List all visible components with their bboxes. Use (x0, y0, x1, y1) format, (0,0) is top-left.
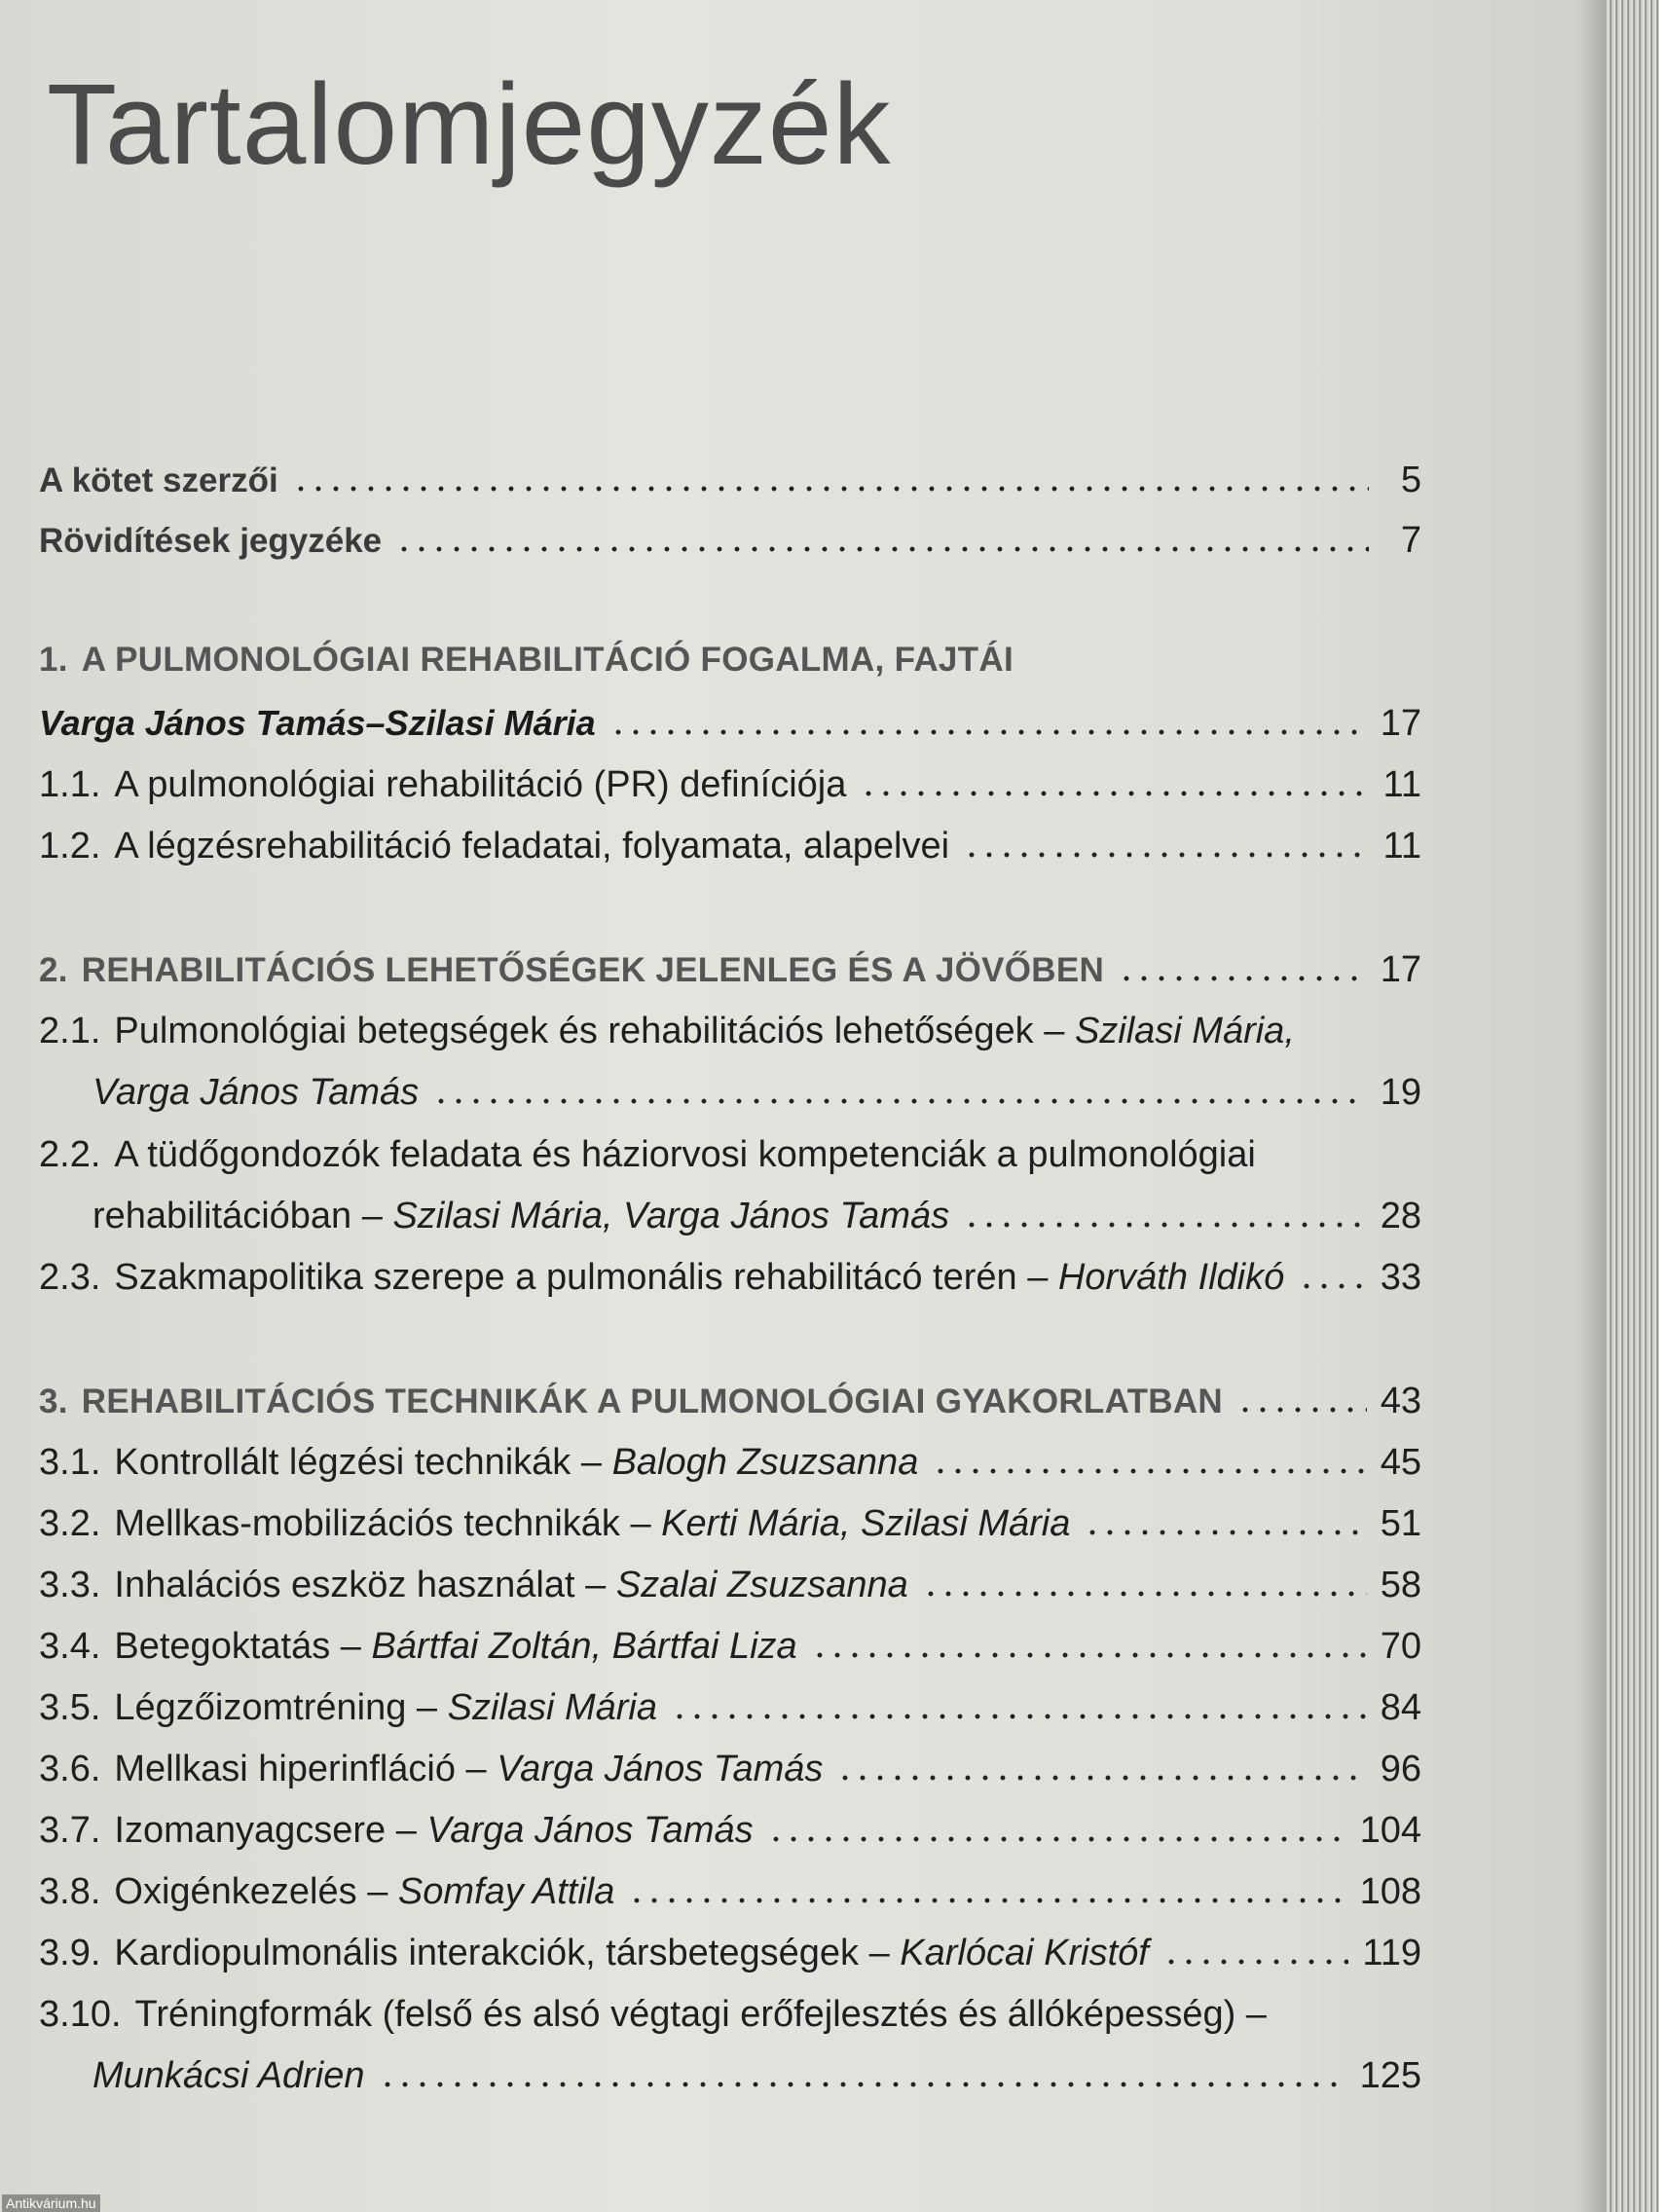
entry-title: A tüdőgondozók feladata és háziorvosi kompetenciák a pulmonológiai (114, 1134, 1256, 1175)
page-number: 19 (1380, 1072, 1421, 1113)
entry-title: Pulmonológiai betegségek és rehabilitációs lehetőségek – (114, 1011, 1065, 1051)
leader-dots (379, 2082, 1346, 2087)
chapter-title: A PULMONOLÓGIAI REHABILITÁCIÓ FOGALMA, FAJTÁI (81, 641, 1014, 679)
section-number: 3.1. (39, 1442, 101, 1483)
leader-dots (963, 1222, 1367, 1228)
entry-title: Szakmapolitika szerepe a pulmonális rehabilitácó terén – (114, 1257, 1049, 1298)
page-number: 45 (1380, 1442, 1421, 1483)
leader-dots (963, 852, 1369, 858)
leader-dots (432, 1098, 1367, 1104)
page-title: Tartalomjegyzék (47, 60, 892, 189)
toc-entry-continuation (39, 1072, 1421, 1114)
entry-title: Oxigénkezelés – (114, 1871, 388, 1912)
page-number: 58 (1380, 1565, 1421, 1605)
section-number: 3.10. (39, 1994, 122, 2035)
entry-author: Varga János Tamás–Szilasi Mária (39, 703, 596, 743)
page-number: 51 (1380, 1503, 1421, 1544)
leader-dots (860, 791, 1369, 796)
entry-author: Bártfai Zoltán, Bártfai Liza (371, 1626, 797, 1667)
leader-dots (671, 1714, 1367, 1719)
page-number: 17 (1380, 949, 1421, 990)
toc-entry (39, 1442, 1421, 1484)
leader-dots (811, 1652, 1367, 1658)
entry-author: Varga János Tamás (497, 1749, 824, 1789)
page-number: 11 (1382, 764, 1421, 805)
section-number: 2.1. (39, 1011, 101, 1051)
chapter-title: REHABILITÁCIÓS LEHETŐSÉGEK JELENLEG ÉS A JÖVŐBEN (81, 951, 1105, 989)
chapter-title: REHABILITÁCIÓS TECHNIKÁK A PULMONOLÓGIAI GYAKORLATBAN (81, 1382, 1223, 1420)
page-number: 119 (1362, 1933, 1421, 1973)
entry-author: Varga János Tamás (426, 1810, 754, 1851)
page-number: 28 (1380, 1196, 1421, 1236)
toc-entry (39, 1749, 1421, 1790)
toc-entry (39, 1503, 1421, 1545)
page-gutter-shadow (1577, 0, 1606, 2212)
toc-entry (39, 1994, 1421, 2036)
toc-chapter-heading (39, 641, 1421, 680)
page-number: 7 (1400, 520, 1421, 561)
entry-author: Karlócai Kristóf (900, 1933, 1149, 1973)
leader-dots (1298, 1283, 1366, 1289)
toc-entry (39, 703, 1421, 745)
entry-title: Mellkas-mobilizációs technikák – (114, 1503, 651, 1544)
section-number: 3.6. (39, 1749, 101, 1789)
entry-author: Kerti Mária, Szilasi Mária (661, 1503, 1071, 1544)
entry-author: Munkácsi Adrien (92, 2055, 365, 2096)
entry-title: Kardiopulmonális interakciók, társbetegségek – (114, 1933, 890, 1973)
toc-entry (39, 1257, 1421, 1299)
section-number: 2.2. (39, 1134, 101, 1175)
toc-chapter-heading (39, 949, 1421, 991)
section-number: 3.5. (39, 1687, 101, 1728)
entry-title: Tréningformák (felső és alsó végtagi erőfejlesztés és állóképesség) – (134, 1994, 1267, 2035)
entry-author: Szilasi Mária, Varga János Tamás (392, 1196, 950, 1236)
page-number: 96 (1380, 1749, 1421, 1789)
entry-author: Somfay Attila (397, 1871, 615, 1912)
entry-author: Szalai Zsuzsanna (615, 1565, 908, 1605)
leader-dots (932, 1468, 1366, 1474)
page-number: 125 (1359, 2055, 1421, 2096)
toc-entry-continuation (39, 2055, 1421, 2097)
leader-dots (628, 1898, 1346, 1903)
section-number: 1.1. (39, 764, 101, 805)
toc-entry (39, 1134, 1421, 1176)
page-number: 33 (1380, 1257, 1421, 1298)
leader-dots (767, 1836, 1346, 1842)
leader-dots (836, 1775, 1366, 1781)
page-number: 11 (1382, 826, 1421, 866)
toc-chapter-heading (39, 1381, 1421, 1422)
entry-author: Varga János Tamás (92, 1072, 420, 1113)
entry-author: Szilasi Mária, (1074, 1011, 1295, 1051)
section-number: 3.9. (39, 1933, 101, 1973)
toc-entry (39, 1810, 1421, 1852)
toc-entry (39, 460, 1421, 501)
watermark: Antikvárium.hu (2, 2194, 100, 2212)
page-number: 104 (1359, 1810, 1421, 1851)
leader-dots (395, 546, 1369, 552)
toc-entry (39, 1011, 1421, 1052)
toc-entry (39, 1687, 1421, 1729)
section-number: 3.8. (39, 1871, 101, 1912)
page-number: 43 (1380, 1381, 1421, 1421)
leader-dots (922, 1591, 1367, 1597)
entry-title: Rövidítések jegyzéke (39, 522, 383, 560)
entry-title: rehabilitációban – (92, 1196, 383, 1236)
entry-title: Betegoktatás – (114, 1626, 361, 1667)
toc-entry (39, 764, 1421, 806)
section-number: 2.3. (39, 1257, 101, 1298)
section-number: 3.2. (39, 1503, 101, 1544)
toc-entry (39, 1626, 1421, 1668)
toc-entry (39, 1565, 1421, 1606)
leader-dots (1084, 1530, 1366, 1535)
entry-title: Kontrollált légzési technikák – (114, 1442, 602, 1483)
section-number: 1.2. (39, 826, 101, 866)
leader-dots (1118, 976, 1367, 981)
entry-author: Szilasi Mária (447, 1687, 657, 1728)
page-number: 70 (1380, 1626, 1421, 1667)
chapter-number: 1. (39, 641, 68, 679)
leader-dots (609, 729, 1367, 735)
chapter-number: 2. (39, 951, 68, 989)
toc-entry (39, 826, 1421, 867)
page-number: 108 (1359, 1871, 1421, 1912)
book-page-edges (1606, 0, 1659, 2212)
entry-title: Mellkasi hiperinfláció – (114, 1749, 487, 1789)
entry-title: Izomanyagcsere – (114, 1810, 417, 1851)
section-number: 3.4. (39, 1626, 101, 1667)
chapter-number: 3. (39, 1382, 68, 1420)
page-number: 17 (1380, 703, 1421, 744)
toc-entry-continuation (39, 1196, 1421, 1237)
entry-author: Balogh Zsuzsanna (611, 1442, 919, 1483)
entry-title: A pulmonológiai rehabilitáció (PR) definíciója (114, 764, 847, 805)
entry-title: Légzőizomtréning – (114, 1687, 438, 1728)
entry-title: A légzésrehabilitáció feladatai, folyamata, alapelvei (114, 826, 950, 866)
entry-title: Inhalációs eszköz használat – (114, 1565, 607, 1605)
section-number: 3.3. (39, 1565, 101, 1605)
leader-dots (1162, 1959, 1349, 1965)
toc-entry (39, 1933, 1421, 1974)
toc-entry (39, 1871, 1421, 1913)
entry-title: A kötet szerzői (39, 461, 278, 499)
page-number: 5 (1400, 460, 1421, 500)
page-number: 84 (1380, 1687, 1421, 1728)
leader-dots (1236, 1407, 1367, 1413)
entry-author: Horváth Ildikó (1057, 1257, 1285, 1298)
toc-entry (39, 520, 1421, 562)
leader-dots (292, 486, 1369, 492)
section-number: 3.7. (39, 1810, 101, 1851)
